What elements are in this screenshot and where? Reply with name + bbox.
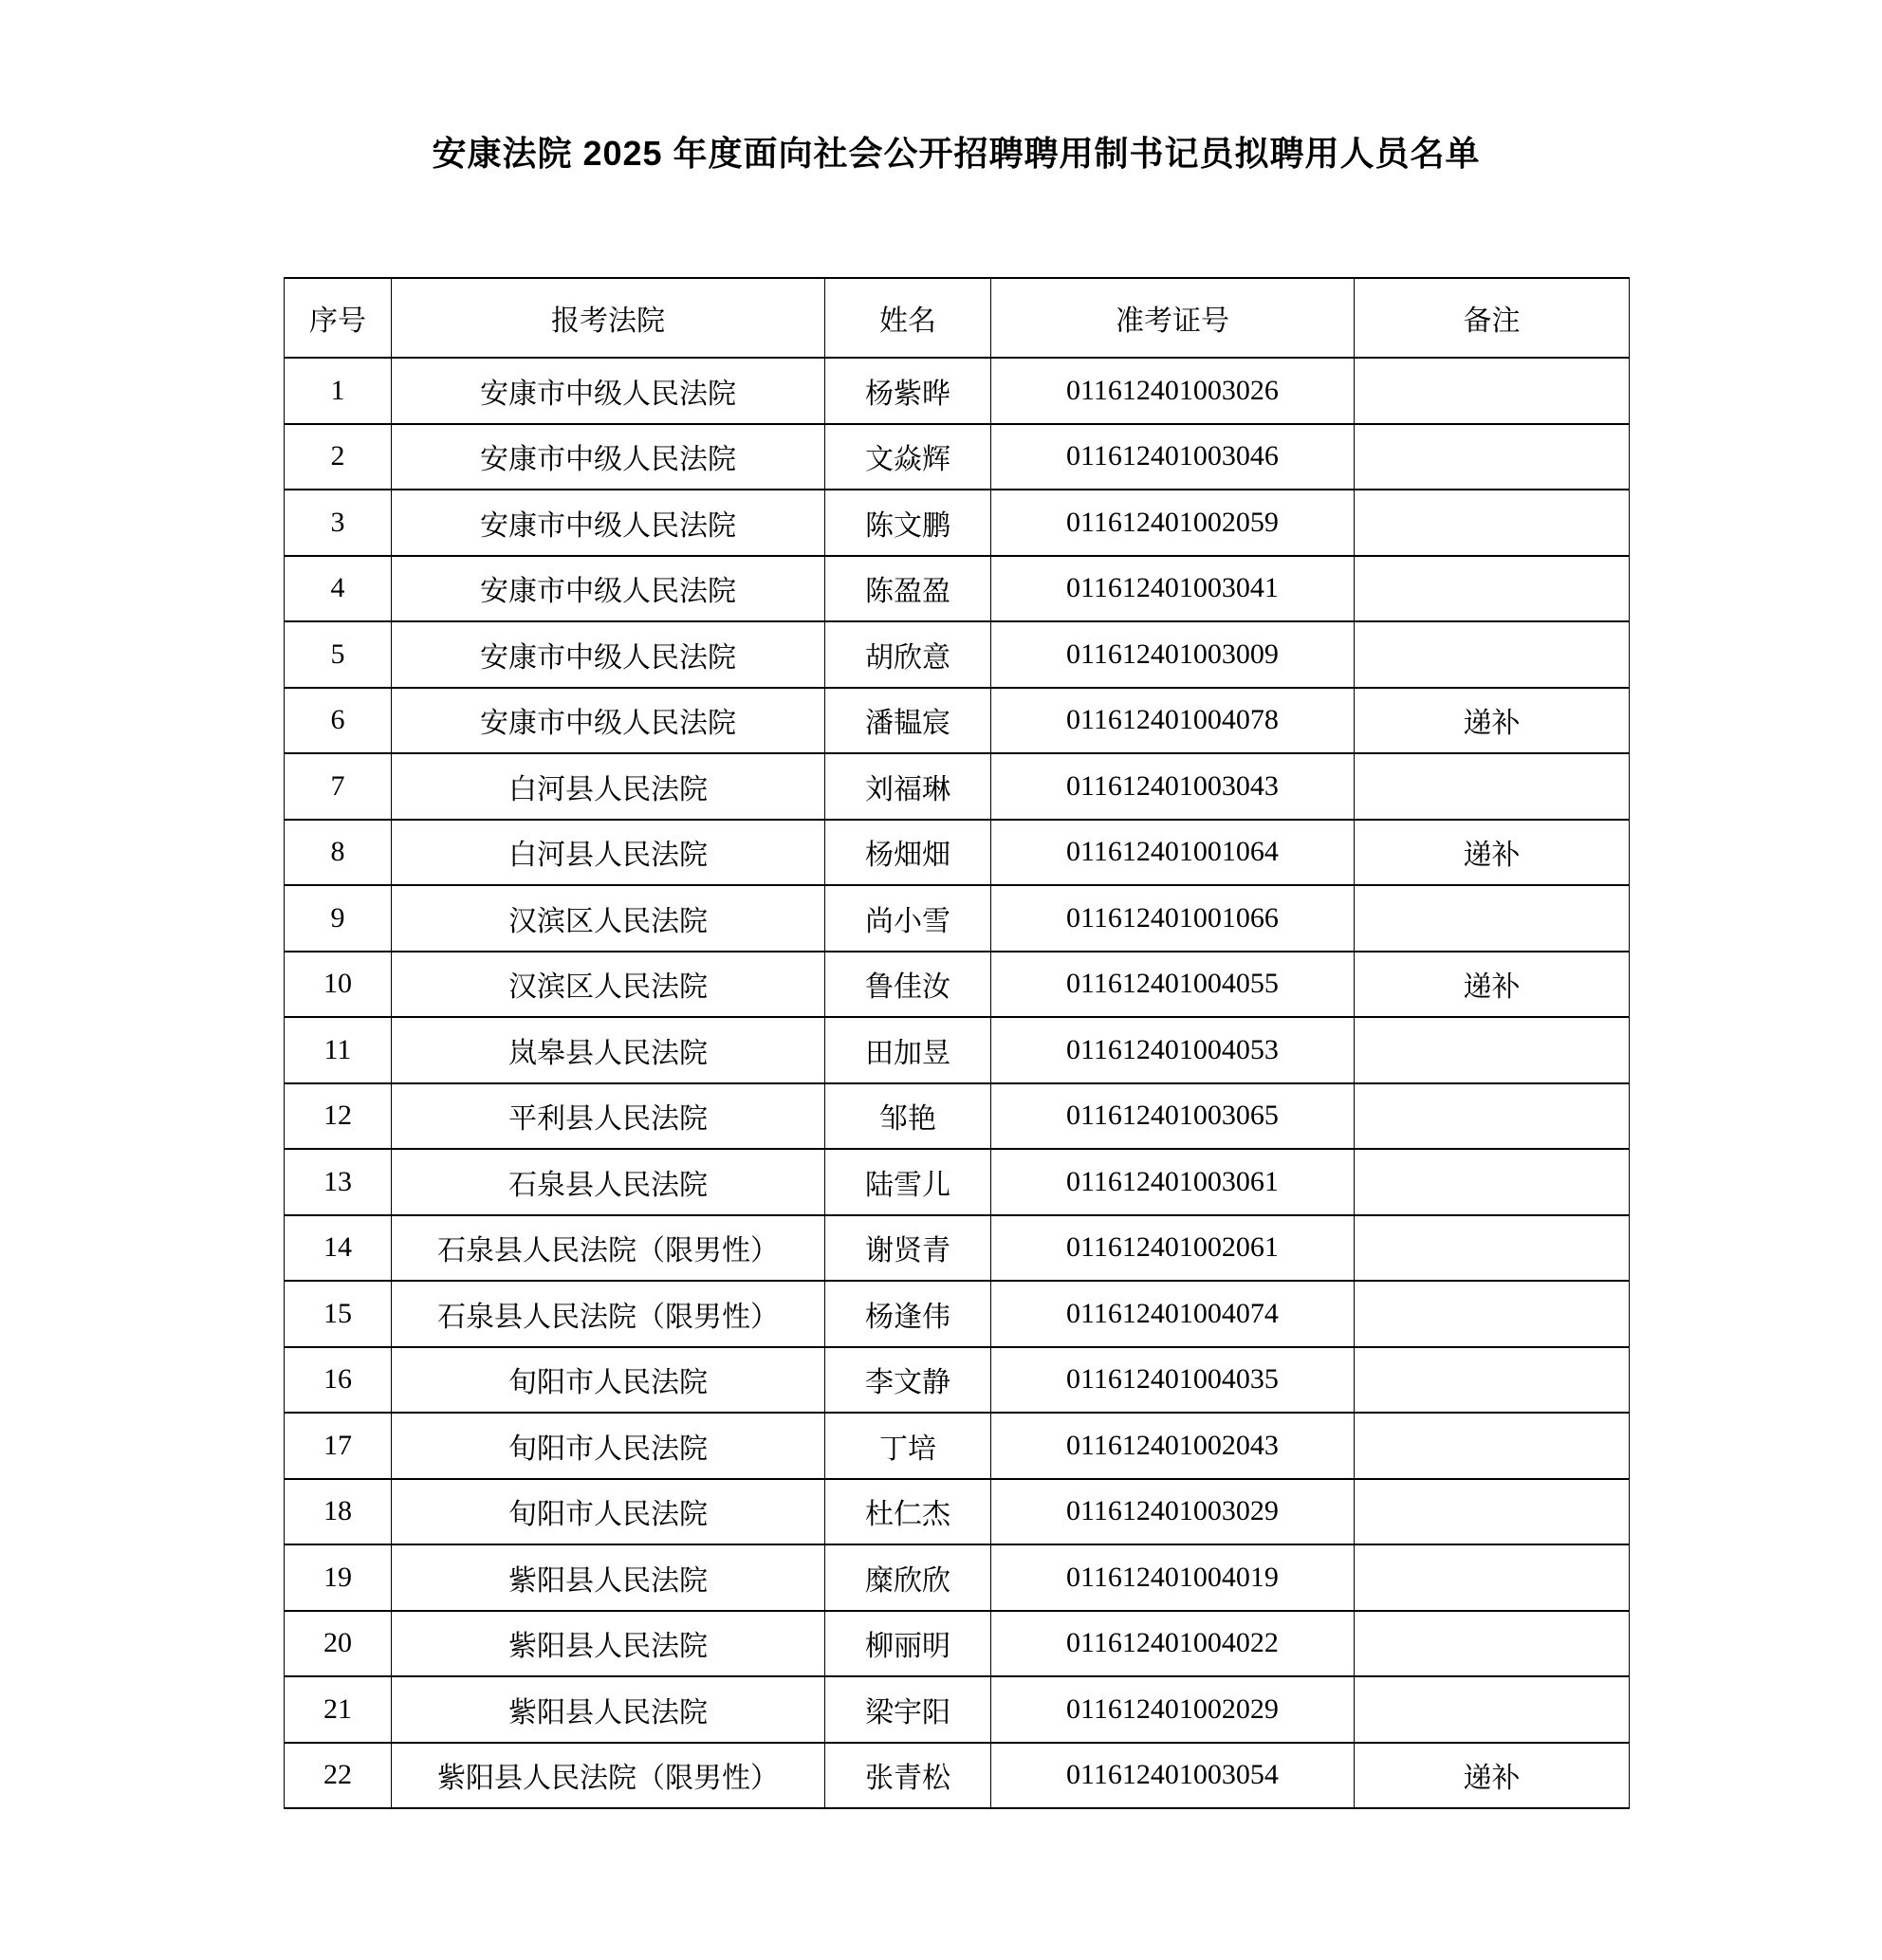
table-row	[285, 358, 1630, 424]
cell-name: 梁宇阳	[825, 1676, 991, 1743]
cell-court: 旬阳市人民法院	[392, 1347, 825, 1414]
document-title: 安康法院 2025 年度面向社会公开招聘聘用制书记员拟聘用人员名单	[432, 134, 1481, 173]
table-row	[285, 1676, 1630, 1743]
cell-name: 杨紫晔	[825, 358, 991, 424]
cell-remark	[1355, 1347, 1630, 1414]
table-row	[285, 820, 1630, 886]
table-row	[285, 1611, 1630, 1677]
cell-name: 杜仁杰	[825, 1479, 991, 1545]
cell-ticket: 011612401004078	[991, 688, 1355, 754]
table-row	[285, 1083, 1630, 1150]
cell-no: 8	[285, 820, 392, 886]
cell-no: 1	[285, 358, 392, 424]
cell-remark	[1355, 1215, 1630, 1282]
cell-ticket: 011612401002061	[991, 1215, 1355, 1282]
cell-name: 潘韫宸	[825, 688, 991, 754]
cell-no: 14	[285, 1215, 392, 1282]
table-row	[285, 952, 1630, 1018]
cell-name: 田加昱	[825, 1017, 991, 1083]
cell-no: 4	[285, 556, 392, 622]
cell-ticket: 011612401003061	[991, 1149, 1355, 1215]
table-row	[285, 885, 1630, 952]
cell-remark	[1355, 753, 1630, 820]
cell-no: 10	[285, 952, 392, 1018]
cell-ticket: 011612401004019	[991, 1544, 1355, 1611]
cell-remark: 递补	[1355, 952, 1630, 1018]
cell-ticket: 011612401004053	[991, 1017, 1355, 1083]
cell-name: 胡欣意	[825, 621, 991, 688]
cell-court: 岚皋县人民法院	[392, 1017, 825, 1083]
cell-court: 安康市中级人民法院	[392, 358, 825, 424]
column-header-no: 序号	[285, 278, 392, 358]
cell-name: 丁培	[825, 1413, 991, 1479]
cell-name: 杨逢伟	[825, 1281, 991, 1347]
cell-name: 杨畑畑	[825, 820, 991, 886]
cell-remark	[1355, 1611, 1630, 1677]
cell-court: 紫阳县人民法院	[392, 1544, 825, 1611]
cell-ticket: 011612401003009	[991, 621, 1355, 688]
table-row	[285, 1281, 1630, 1347]
cell-court: 白河县人民法院	[392, 753, 825, 820]
cell-ticket: 011612401004035	[991, 1347, 1355, 1414]
cell-name: 李文静	[825, 1347, 991, 1414]
cell-ticket: 011612401002029	[991, 1676, 1355, 1743]
cell-remark	[1355, 1413, 1630, 1479]
cell-court: 石泉县人民法院（限男性）	[392, 1281, 825, 1347]
cell-no: 5	[285, 621, 392, 688]
cell-name: 柳丽明	[825, 1611, 991, 1677]
cell-court: 旬阳市人民法院	[392, 1413, 825, 1479]
cell-remark	[1355, 1676, 1630, 1743]
cell-court: 旬阳市人民法院	[392, 1479, 825, 1545]
cell-court: 安康市中级人民法院	[392, 424, 825, 490]
table-row	[285, 1017, 1630, 1083]
cell-court: 安康市中级人民法院	[392, 621, 825, 688]
roster-table	[284, 277, 1630, 1809]
table-row	[285, 490, 1630, 556]
cell-remark	[1355, 1479, 1630, 1545]
cell-remark: 递补	[1355, 820, 1630, 886]
cell-court: 石泉县人民法院（限男性）	[392, 1215, 825, 1282]
cell-no: 3	[285, 490, 392, 556]
cell-name: 陈文鹏	[825, 490, 991, 556]
cell-no: 2	[285, 424, 392, 490]
cell-remark: 递补	[1355, 688, 1630, 754]
cell-ticket: 011612401004022	[991, 1611, 1355, 1677]
cell-ticket: 011612401004074	[991, 1281, 1355, 1347]
table-row	[285, 556, 1630, 622]
cell-ticket: 011612401003026	[991, 358, 1355, 424]
table-row	[285, 1479, 1630, 1545]
column-header-court: 报考法院	[392, 278, 825, 358]
cell-court: 紫阳县人民法院（限男性）	[392, 1743, 825, 1809]
cell-no: 6	[285, 688, 392, 754]
cell-ticket: 011612401002043	[991, 1413, 1355, 1479]
cell-ticket: 011612401003029	[991, 1479, 1355, 1545]
cell-court: 石泉县人民法院	[392, 1149, 825, 1215]
column-header-remark: 备注	[1355, 278, 1630, 358]
cell-ticket: 011612401003054	[991, 1743, 1355, 1809]
cell-remark	[1355, 490, 1630, 556]
cell-court: 安康市中级人民法院	[392, 490, 825, 556]
cell-no: 19	[285, 1544, 392, 1611]
cell-no: 20	[285, 1611, 392, 1677]
cell-court: 白河县人民法院	[392, 820, 825, 886]
column-header-ticket: 准考证号	[991, 278, 1355, 358]
cell-ticket: 011612401002059	[991, 490, 1355, 556]
table-row	[285, 424, 1630, 490]
cell-remark	[1355, 358, 1630, 424]
table-row	[285, 1149, 1630, 1215]
cell-no: 7	[285, 753, 392, 820]
table-row	[285, 1347, 1630, 1414]
table-row	[285, 753, 1630, 820]
cell-no: 21	[285, 1676, 392, 1743]
cell-ticket: 011612401003046	[991, 424, 1355, 490]
cell-remark	[1355, 1149, 1630, 1215]
cell-court: 紫阳县人民法院	[392, 1611, 825, 1677]
table-row	[285, 1215, 1630, 1282]
cell-name: 文焱辉	[825, 424, 991, 490]
cell-ticket: 011612401003041	[991, 556, 1355, 622]
cell-remark	[1355, 1544, 1630, 1611]
header-row	[285, 278, 1630, 358]
table-row	[285, 1413, 1630, 1479]
cell-court: 平利县人民法院	[392, 1083, 825, 1150]
cell-name: 尚小雪	[825, 885, 991, 952]
cell-name: 鲁佳汝	[825, 952, 991, 1018]
table-row	[285, 688, 1630, 754]
cell-court: 汉滨区人民法院	[392, 885, 825, 952]
cell-no: 22	[285, 1743, 392, 1809]
cell-court: 汉滨区人民法院	[392, 952, 825, 1018]
cell-remark	[1355, 1083, 1630, 1150]
cell-ticket: 011612401003043	[991, 753, 1355, 820]
cell-ticket: 011612401001064	[991, 820, 1355, 886]
cell-remark	[1355, 1281, 1630, 1347]
cell-name: 张青松	[825, 1743, 991, 1809]
cell-remark	[1355, 885, 1630, 952]
cell-no: 16	[285, 1347, 392, 1414]
table-row	[285, 1544, 1630, 1611]
cell-name: 陈盈盈	[825, 556, 991, 622]
cell-remark	[1355, 556, 1630, 622]
cell-no: 12	[285, 1083, 392, 1150]
cell-name: 邹艳	[825, 1083, 991, 1150]
cell-no: 13	[285, 1149, 392, 1215]
cell-no: 17	[285, 1413, 392, 1479]
cell-remark	[1355, 424, 1630, 490]
cell-remark	[1355, 1017, 1630, 1083]
cell-ticket: 011612401003065	[991, 1083, 1355, 1150]
cell-court: 安康市中级人民法院	[392, 688, 825, 754]
cell-name: 糜欣欣	[825, 1544, 991, 1611]
cell-no: 9	[285, 885, 392, 952]
cell-remark	[1355, 621, 1630, 688]
table-row	[285, 621, 1630, 688]
cell-name: 谢贤青	[825, 1215, 991, 1282]
table-row	[285, 1743, 1630, 1809]
cell-name: 刘福琳	[825, 753, 991, 820]
cell-no: 15	[285, 1281, 392, 1347]
cell-no: 11	[285, 1017, 392, 1083]
column-header-name: 姓名	[825, 278, 991, 358]
cell-court: 紫阳县人民法院	[392, 1676, 825, 1743]
cell-remark: 递补	[1355, 1743, 1630, 1809]
table-body	[285, 358, 1630, 1808]
cell-court: 安康市中级人民法院	[392, 556, 825, 622]
cell-name: 陆雪儿	[825, 1149, 991, 1215]
cell-ticket: 011612401004055	[991, 952, 1355, 1018]
cell-ticket: 011612401001066	[991, 885, 1355, 952]
cell-no: 18	[285, 1479, 392, 1545]
